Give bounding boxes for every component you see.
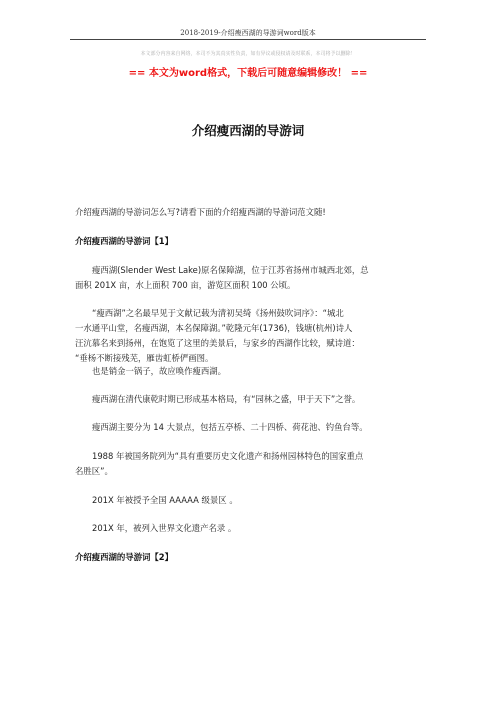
header-divider xyxy=(70,39,426,40)
section-heading-2: 介绍瘦西湖的导游词【2】 xyxy=(75,552,173,562)
text-line: “瘦西湖”之名最早见于文献记载为清初吴绮《扬州鼓吹词序》：“城北 xyxy=(92,308,344,318)
text-line: 瘦西湖(Slender West Lake)原名保障湖，位于江苏省扬州市城西北郊，总 xyxy=(92,265,369,275)
paragraph-name-origin xyxy=(75,306,431,366)
document-title: 介绍瘦西湖的导游词 xyxy=(191,123,305,138)
text-line: 名胜区”。 xyxy=(75,466,113,476)
text-line: 面积 201X 亩，水上面积 700 亩，游览区面积 100 公顷。 xyxy=(75,280,296,290)
text-line: “垂杨不断接残芜，雁齿虹桥俨画图。 xyxy=(75,353,214,363)
paragraph-qing-history: 瘦西湖在清代康乾时期已形成基本格局，有“园林之盛，甲于天下”之誉。 xyxy=(92,394,361,404)
paragraph-national-listing xyxy=(75,449,431,479)
paragraph-poem-end: 也是销金一锅子，故应唤作瘦西湖。 xyxy=(92,366,226,376)
page-header-title: 2018-2019-介绍瘦西湖的导游词word版本 xyxy=(180,29,316,37)
section-heading-1: 介绍瘦西湖的导游词【1】 xyxy=(75,236,173,246)
text-line: 一水通平山堂，名瘦西湖，本名保障湖。”乾隆元年(1736)，钱塘(杭州)诗人 xyxy=(75,323,353,333)
text-line: 1988 年被国务院列为“具有重要历史文化遗产和扬州园林特色的国家重点 xyxy=(92,451,364,461)
disclaimer-text: 本文部分内容来自网络，本司不为其真实性负责，如有异议或侵权请及时联系，本司将予以删除！ xyxy=(140,51,356,57)
paragraph-world-heritage: 201X 年，被列入世界文化遗产名录 。 xyxy=(92,523,237,533)
word-format-banner: == 本文为word格式，下载后可随意编辑修改！ == xyxy=(128,68,368,79)
paragraph-lake-overview xyxy=(75,263,431,293)
paragraph-aaaaa-award: 201X 年被授予全国 AAAAA 级景区 。 xyxy=(92,495,238,505)
text-line: 汪沆慕名来到扬州，在饱览了这里的美景后，与家乡的西湖作比较，赋诗道： xyxy=(75,338,360,348)
paragraph-scenic-spots: 瘦西湖主要分为 14 大景点，包括五亭桥、二十四桥、荷花池、钓鱼台等。 xyxy=(92,422,368,432)
intro-paragraph: 介绍瘦西湖的导游词怎么写?请看下面的介绍瘦西湖的导游词范文随! xyxy=(75,207,326,217)
